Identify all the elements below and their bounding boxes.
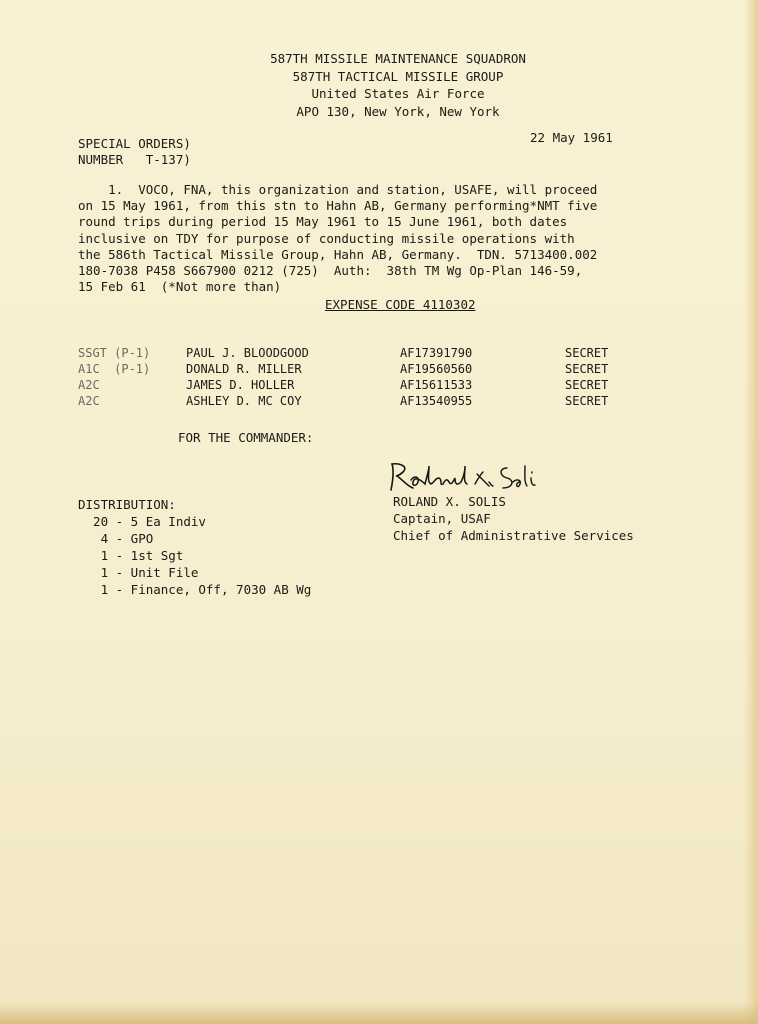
orders-label-line1: SPECIAL ORDERS) [78,136,191,151]
person-name: ASHLEY D. MC COY [186,394,302,408]
person-name: PAUL J. BLOODGOOD [186,346,309,360]
paragraph-line: the 586th Tactical Missile Group, Hahn AB, Germany. TDN. 5713400.002 [78,246,598,262]
paper-edge-right [744,0,758,1024]
expense-code: EXPENSE CODE 4110302 [325,297,476,312]
grade: A2C [78,378,100,392]
for-the-commander: FOR THE COMMANDER: [178,430,314,445]
paragraph-line: 180-7038 P458 S667900 0212 (725) Auth: 38th TM Wg Op-Plan 146-59, [78,263,583,279]
distribution-item: 1 - 1st Sgt [78,548,184,563]
distribution-list [78,496,311,598]
clearance: SECRET [565,362,609,376]
clearance: SECRET [565,394,609,408]
person-name: DONALD R. MILLER [186,362,302,376]
group-name: 587TH TACTICAL MISSILE GROUP [292,68,504,84]
clearance: SECRET [565,346,609,360]
paragraph-line: 15 Feb 61 (*Not more than) [78,279,282,295]
personnel-row [0,346,758,362]
signature-block [393,493,634,544]
personnel-row [0,362,758,378]
service-number: AF17391790 [400,346,473,360]
letterhead [0,50,758,120]
distribution-item: 20 - 5 Ea Indiv [78,514,206,529]
order-paragraph [78,182,678,295]
grade: SSGT (P-1) [78,346,151,360]
paragraph-line: 1. VOCO, FNA, this organization and station, USAFE, will proceed [78,182,598,197]
paper-edge-bottom [0,1002,758,1024]
clearance: SECRET [565,378,609,392]
grade: A1C (P-1) [78,362,151,376]
paragraph-line: inclusive on TDY for purpose of conducting missile operations with [78,230,575,246]
orders-label-line2: NUMBER T-137) [78,152,191,167]
service-name: United States Air Force [311,86,485,101]
paragraph-line: on 15 May 1961, from this stn to Hahn AB, Germany performing*NMT five [78,198,598,214]
distribution-item: 1 - Unit File [78,565,199,580]
service-number: AF19560560 [400,362,473,376]
service-number: AF13540955 [400,394,473,408]
signer-title: Chief of Administrative Services [393,528,634,543]
distribution-heading: DISTRIBUTION: [78,497,176,512]
order-date: 22 May 1961 [530,130,613,145]
distribution-item: 1 - Finance, Off, 7030 AB Wg [78,582,312,597]
distribution-item: 4 - GPO [78,531,154,546]
address: APO 130, New York, New York [296,103,500,119]
grade: A2C [78,394,100,408]
signer-rank: Captain, USAF [393,511,491,526]
person-name: JAMES D. HOLLER [186,378,295,392]
paragraph-line: round trips during period 15 May 1961 to 15 June 1961, both dates [78,214,568,230]
unit-name: 587TH MISSILE MAINTENANCE SQUADRON [270,51,526,66]
personnel-row [0,378,758,394]
service-number: AF15611533 [400,378,473,392]
personnel-row [0,394,758,410]
signer-name: ROLAND X. SOLIS [393,494,506,509]
